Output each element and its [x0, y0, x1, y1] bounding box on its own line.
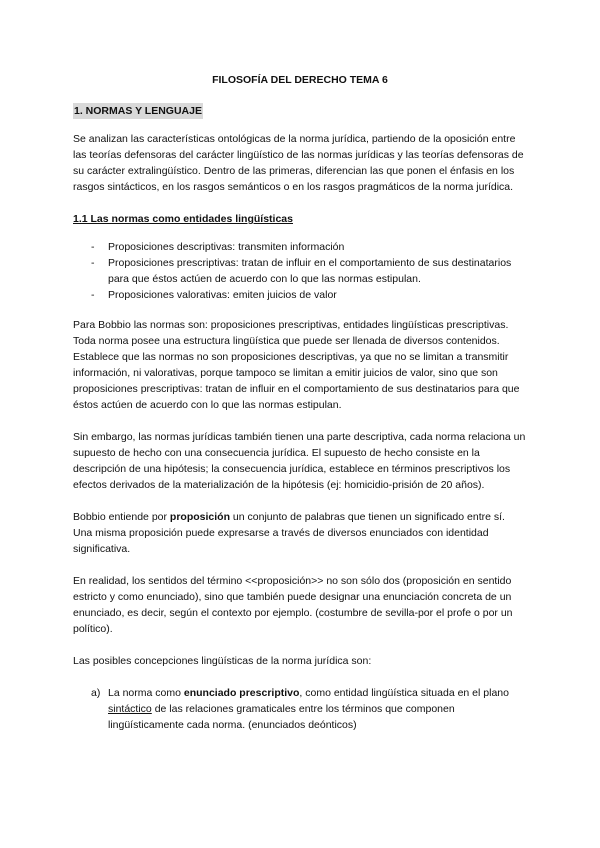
- list-item: [73, 287, 527, 303]
- bullet-dash: -: [91, 241, 95, 253]
- document-title: FILOSOFÍA DEL DERECHO TEMA 6: [212, 74, 388, 86]
- list-item-text: Proposiciones valorativas: emiten juicios de valor: [108, 289, 337, 301]
- text-run: de las relaciones gramaticales entre los términos que componen lingüísticamente cada norma. (enunciados deónticos): [108, 703, 455, 731]
- intro-paragraph: Se analizan las características ontológicas de la norma jurídica, partiendo de la oposición entre las teorías defensoras del carácter lingüístico de las normas jurídicas y las teorías defensoras de su carácter extralingüístico. Dentro de las primeras, diferencian las que ponen el énfasis en los rasgos sintácticos, en los rasgos semánticos o en los rasgos pragmáticos de la norma jurídica.: [73, 133, 524, 193]
- list-item-text: Proposiciones descriptivas: transmiten información: [108, 241, 345, 253]
- bullet-dash: -: [91, 257, 95, 269]
- proposicion-senses-paragraph: En realidad, los sentidos del término <<proposición>> no son sólo dos (proposición en sentido estricto y como enunciado), sino que también puede designar una enunciación concreta de un enunciado, es decir, según el contexto por ejemplo. (costumbre de sevilla-por el profe o por un político).: [73, 575, 513, 635]
- conceptions-list: [73, 685, 527, 733]
- bold-term-enunciado-prescriptivo: enunciado prescriptivo: [183, 687, 300, 699]
- descriptive-part-paragraph: Sin embargo, las normas jurídicas también tienen una parte descriptiva, cada norma relaciona un supuesto de hecho con una consecuencia jurídica. El supuesto de hecho consiste en la descripción de una hipótesis; la consecuencia jurídica, establece en términos prescriptivos los efectos derivados de la materialización de la hipótesis (ej: homicidio-prisión de 20 años).: [73, 431, 526, 491]
- list-item: [73, 239, 527, 255]
- section-heading-normas-lenguaje: 1. NORMAS Y LENGUAJE: [74, 105, 202, 117]
- list-item-text: Proposiciones prescriptivas: tratan de influir en el comportamiento de sus destinatarios para que éstos actúen de acuerdo con lo que las normas estipulan.: [108, 257, 512, 285]
- bold-term-proposicion: proposición: [169, 511, 231, 523]
- bobbio-paragraph: Para Bobbio las normas son: proposiciones prescriptivas, entidades lingüísticas prescriptivas. Toda norma posee una estructura lingüística que puede ser llenada de diversos contenidos. Establece que las normas no son proposiciones descriptivas, ya que no se limitan a transmitir información, ni valorativas, porque tampoco se limitan a emitir juicios de valor, sino que son proposiciones prescriptivas: tratan de influir en el comportamiento de sus destinatarios para que éstos actúen de acuerdo con lo que las normas estipulan.: [73, 319, 520, 411]
- list-marker-a: a): [91, 687, 101, 699]
- text-run: La norma como: [108, 687, 184, 699]
- proposicion-definition-paragraph: [73, 509, 527, 557]
- underlined-term-sintactico: sintáctico: [108, 703, 152, 715]
- subsection-heading-entidades-linguisticas: 1.1 Las normas como entidades lingüísticas: [73, 213, 293, 225]
- proposition-types-list: [73, 239, 527, 303]
- text-run: un conjunto de palabras que tienen un significado entre sí. Una misma proposición puede expresarse a través de diversos enunciados con identidad significativa.: [73, 511, 505, 555]
- text-run: , como entidad lingüística situada en el plano: [299, 687, 509, 699]
- bullet-dash: -: [91, 289, 95, 301]
- conceptions-intro-paragraph: Las posibles concepciones lingüísticas de la norma jurídica son:: [73, 655, 372, 667]
- list-item: [73, 685, 527, 733]
- text-run: Bobbio entiende por: [73, 511, 170, 523]
- list-item: [73, 255, 527, 287]
